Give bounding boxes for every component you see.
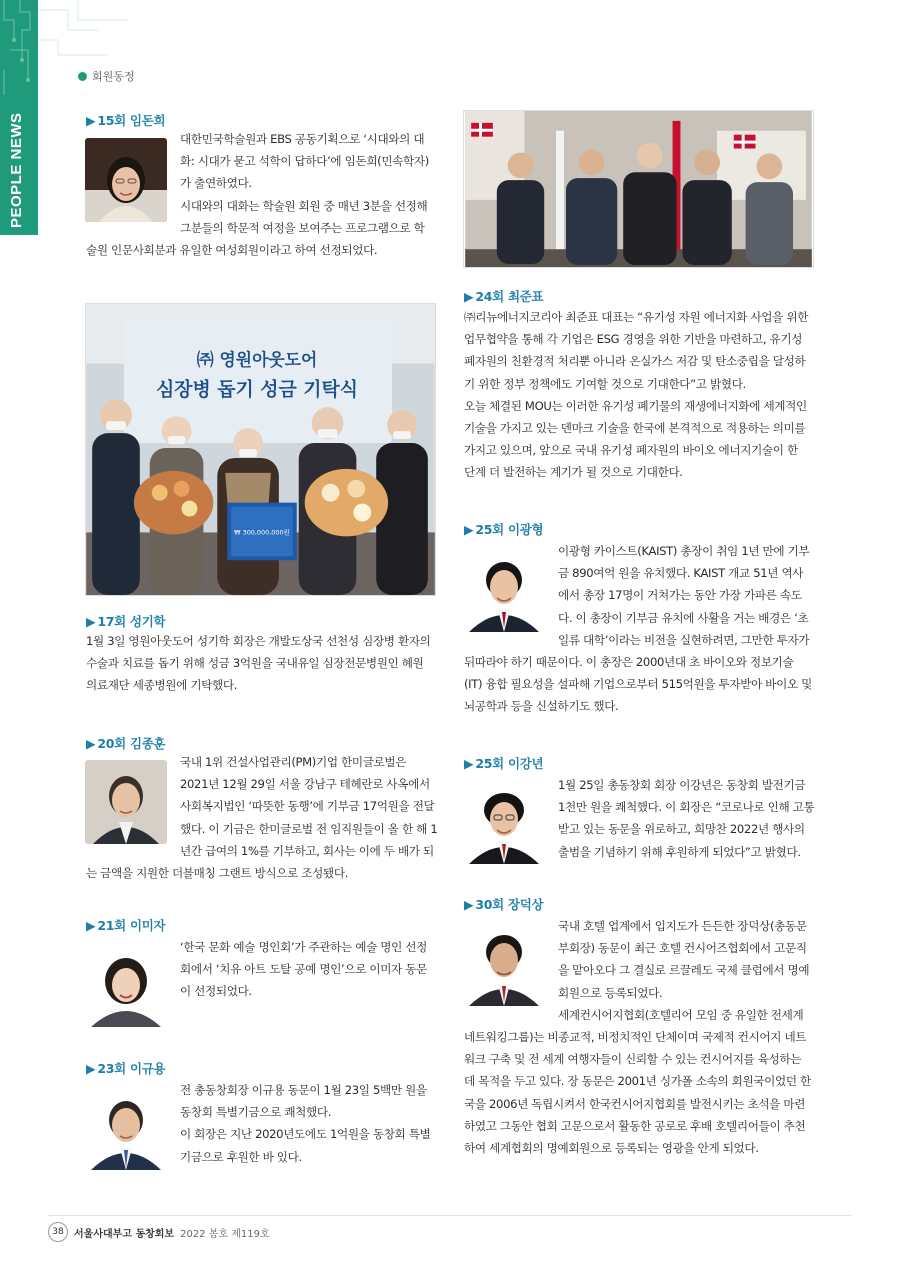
page-footer bbox=[48, 1222, 270, 1242]
entry-text-15: 대한민국학술원과 EBS 공동기획으로 ‘시대와의 대 화: 시대가 묻고 석학이 답하다’에 임돈희(민속학자) 가 출연하였다. 시대와의 대화는 학술원 회원 중 매년 3분을 선정해 그분들의 학문적 여정을 보여주는 프로그램으로 학 bbox=[180, 132, 429, 235]
entry-text-17: 1월 3일 영원아웃도어 성기학 회장은 개발도상국 선천성 심장병 환자의 수술과 치료를 돕기 위해 성금 3억원을 국내유일 심장전문병원인 혜원 의료재단 세종병원에 기탁했다. bbox=[86, 634, 431, 693]
page-number: 38 bbox=[48, 1222, 68, 1242]
top-decoration bbox=[38, 0, 128, 60]
entry-head-25a: ▶ 25회 이광형 bbox=[464, 522, 544, 537]
entry-text-23: 전 총동창회장 이규용 동문이 1월 23일 5백만 원을 동창회 특별기금으로 쾌척했다. 이 회장은 지난 2020년도에도 1억원을 동창회 특별 기금으로 후원한 바 있다. bbox=[180, 1083, 431, 1164]
entry-head-17: ▶ 17회 성기학 bbox=[86, 614, 166, 629]
triangle-icon: ▶ bbox=[464, 756, 474, 771]
portrait-30 bbox=[463, 922, 545, 1006]
section-dot-icon bbox=[78, 72, 87, 81]
entry-head-24: ▶ 24회 최준표 bbox=[464, 289, 544, 304]
side-label: PEOPLE NEWS bbox=[8, 112, 25, 228]
donation-ceremony-photo bbox=[85, 303, 436, 596]
entry-head-30: ▶ 30회 장덕상 bbox=[464, 897, 544, 912]
person-photo-icon bbox=[463, 780, 545, 864]
side-tab bbox=[0, 0, 38, 235]
entry-text-30-tail: 네트워킹그룹)는 비종교적, 비정치적인 단체이며 국제적 컨시어지 네트 워크 구축 및 전 세계 여행자들이 신뢰할 수 있는 컨시어지를 육성하는 데 목적을 두고 있다. 장 동문은 2001년 싱가폴 소속의 회원국이었던 한 국을 2006년 독립시켜서 한국컨시어지협회를 발전시키는 초석을 마련 하였고 그동안 협회 고문으로서 활동한 공로로 후배 호텔리어들이 추천 하여 세계협회의 명예회원으로 등록되는 영광을 안게 되었다. bbox=[464, 1030, 811, 1156]
portrait-25a bbox=[463, 548, 545, 632]
person-photo-icon bbox=[463, 548, 545, 632]
photo-sign-line1: ㈜ 영원아웃도어 bbox=[196, 349, 318, 370]
entry-text-20-tail: 는 금액을 지원한 더블매칭 그랜트 방식으로 조성됐다. bbox=[86, 866, 349, 880]
person-photo-icon bbox=[85, 138, 167, 222]
entry-head-15: ▶ 15회 임돈희 bbox=[86, 113, 166, 128]
mou-signing-photo bbox=[463, 110, 814, 268]
issue-label: 2022 봄호 제119호 bbox=[180, 1228, 270, 1240]
entry-head-21: ▶ 21회 이미자 bbox=[86, 918, 166, 933]
person-photo-icon bbox=[463, 922, 545, 1006]
section-label: 회원동정 bbox=[92, 70, 135, 83]
portrait-25b bbox=[463, 780, 545, 864]
person-photo-icon bbox=[85, 943, 167, 1027]
triangle-icon: ▶ bbox=[464, 522, 474, 537]
entry-text-24: ㈜리뉴에너지코리아 최준표 대표는 “유기성 자원 에너지화 사업을 위한 업무협약을 통해 각 기업은 ESG 경영을 위한 기반을 마련하고, 유기성 폐자원의 친환경적 처리뿐 아니라 온실가스 저감 및 탄소중립을 달성하 기 위한 정부 정책에도 기여할 것으로 기대한다”고 밝혔다. 오늘 체결된 MOU는 이러한 유기성 폐기물의 재생에너지화에 세계적인 기술을 가지고 있는 덴마크 기술을 한국에 본격적으로 적용하는 의미를 가지고 있으며, 앞으로 국내 유기성 폐자원의 바이오 에너지기술이 한 단계 더 발전하는 계기가 될 것으로 기대한다. bbox=[464, 310, 809, 480]
mou-photo-icon bbox=[464, 111, 813, 267]
entry-text-20: 국내 1위 건설사업관리(PM)기업 한미글로벌은 2021년 12월 29일 서울 강남구 테헤란로 사옥에서 사회복지법인 ‘따뜻한 동행’에 기부금 17억원을 전달 했다. 이 기금은 한미글로벌 전 임직원들이 올 한 해 1 년간 급여의 1%를 기부하고, 회사는 이에 두 배가 되 bbox=[180, 755, 438, 858]
triangle-icon: ▶ bbox=[86, 918, 96, 933]
photo-sign-line2: 심장병 돕기 성금 기탁식 bbox=[156, 378, 358, 401]
person-photo-icon bbox=[85, 1086, 167, 1170]
triangle-icon: ▶ bbox=[86, 1061, 96, 1076]
entry-text-25a: 이광형 카이스트(KAIST) 총장이 취임 1년 만에 기부 금 890여억 원을 유치했다. KAIST 개교 51년 역사 에서 총장 17명이 거쳐가는 동안 가장 가파른 속도 다. 이 총장이 기부금 유치에 사활을 거는 배경은 ‘초 일류 대학’이라는 비전을 실현하려면, 그만한 투자가 bbox=[558, 544, 810, 647]
ceremony-photo-icon bbox=[86, 304, 435, 595]
person-photo-icon bbox=[85, 760, 167, 844]
entry-text-15-tail: 술원 인문사회분과 유일한 여성회원이라고 하여 선정되었다. bbox=[86, 243, 378, 257]
circuit-pattern-icon bbox=[0, 0, 38, 100]
triangle-icon: ▶ bbox=[86, 614, 96, 629]
section-tag bbox=[78, 68, 135, 84]
entry-text-21: ‘한국 문화 예술 명인회’가 주관하는 예술 명인 선정 회에서 ‘치유 아트 도탈 공예 명인’으로 이미자 동문 이 선정되었다. bbox=[180, 940, 428, 999]
triangle-icon: ▶ bbox=[464, 289, 474, 304]
portrait-15 bbox=[85, 138, 167, 222]
entry-head-25b: ▶ 25회 이강년 bbox=[464, 756, 544, 771]
photo-board-amount: ₩ 300,000,000원 bbox=[234, 528, 290, 537]
entry-head-23: ▶ 23회 이규용 bbox=[86, 1061, 166, 1076]
portrait-21 bbox=[85, 943, 167, 1027]
triangle-icon: ▶ bbox=[464, 897, 474, 912]
entry-head-20: ▶ 20회 김종훈 bbox=[86, 736, 166, 751]
publication-name: 서울사대부고 동창회보 bbox=[74, 1228, 175, 1240]
triangle-icon: ▶ bbox=[86, 736, 96, 751]
entry-text-25a-tail: 뒤따라야 하기 때문이다. 이 총장은 2000년대 초 바이오와 정보기술 (IT) 융합 필요성을 설파해 기업으로부터 515억원을 투자받아 바이오 및 뇌공학과 등을 신설하기도 했다. bbox=[464, 655, 812, 714]
entry-text-30: 국내 호텔 업계에서 입지도가 든든한 장덕상(총동문 부회장) 동문이 최근 호텔 컨시어즈협회에서 고문직 을 맡아오다 그 결실로 르끌레도 국제 클럽에서 명예 회원으로 등록되었다. 세계컨시어지협회(호텔리어 모임 중 유일한 전세계 bbox=[558, 919, 810, 1022]
portrait-23 bbox=[85, 1086, 167, 1170]
footer-divider bbox=[48, 1215, 852, 1216]
entry-text-25b: 1월 25일 총동창회 회장 이강년은 동창회 발전기금 1천만 원을 쾌척했다. 이 회장은 “코로나로 인해 고통 받고 있는 동문을 위로하고, 희망찬 2022년 행사의 출범을 기념하기 위해 후원하게 되었다”고 밝혔다. bbox=[558, 778, 815, 859]
portrait-20 bbox=[85, 760, 167, 844]
triangle-icon: ▶ bbox=[86, 113, 96, 128]
